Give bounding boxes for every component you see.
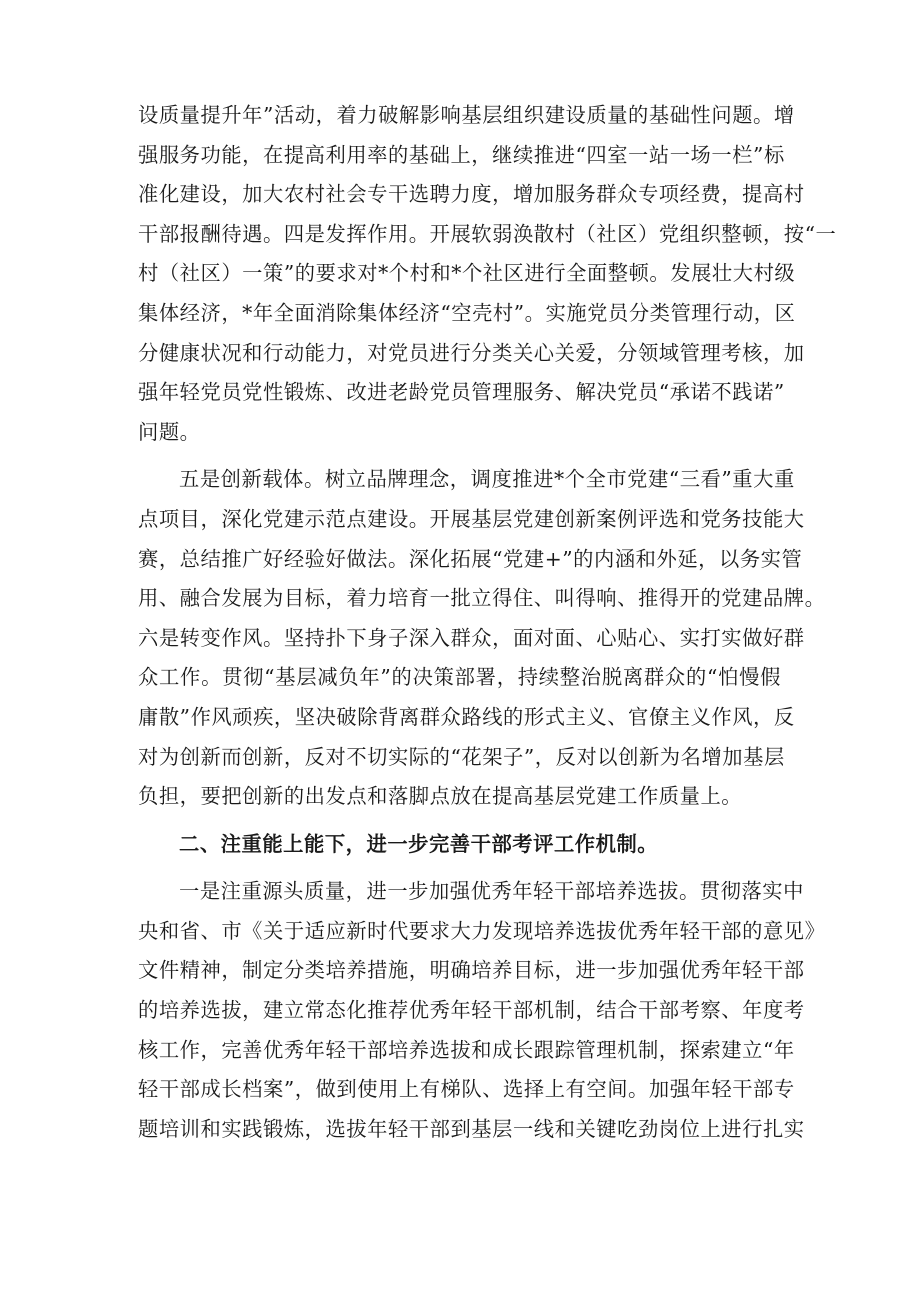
- paragraph-innovation: [138, 460, 826, 816]
- text-line: 村（社区）一策”的要求对*个村和*个社区进行全面整顿。发展壮大村级: [138, 261, 796, 286]
- text-line: 文件精神，制定分类培养措施，明确培养目标，进一步加强优秀年轻干部: [138, 958, 805, 983]
- text-line: 设质量提升年”活动，着力破解影响基层组织建设质量的基础性问题。增: [138, 103, 795, 127]
- text-line: 干部报酬待遇。四是发挥作用。开展软弱涣散村（社区）党组织整顿，按“一: [138, 221, 837, 246]
- text-line: 用、融合发展为目标，着力培育一批立得住、叫得响、推得开的党建品牌。: [138, 586, 826, 611]
- paragraph-continued: [138, 96, 837, 452]
- text-line: 强服务功能，在提高利用率的基础上，继续推进“四室一站一场一栏”标: [138, 142, 785, 167]
- text-line: 的培养选拔，建立常态化推荐优秀年轻干部机制，结合干部考察、年度考: [138, 998, 805, 1023]
- text-line: 一是注重源头质量，进一步加强优秀年轻干部培养选拔。贯彻落实中: [179, 879, 804, 904]
- text-line: 对为创新而创新，反对不切实际的“花架子”，反对以创新为名增加基层: [138, 744, 785, 769]
- section-heading: 二、注重能上能下，进一步完善干部考评工作机制。: [179, 831, 659, 856]
- text-line: 准化建设，加大农村社会专干选聘力度，增加服务群众专项经费，提高村: [138, 182, 805, 207]
- text-line: 集体经济，*年全面消除集体经济“空壳村”。实施党员分类管理行动，区: [138, 300, 796, 325]
- text-line: 央和省、市《关于适应新时代要求大力发现培养选拔优秀年轻干部的意见》: [138, 918, 826, 943]
- text-line: 轻干部成长档案”，做到使用上有梯队、选择上有空间。加强年轻干部专: [138, 1077, 795, 1102]
- text-line: 问题。: [138, 419, 201, 444]
- text-line: 六是转变作风。坚持扑下身子深入群众，面对面、心贴心、实打实做好群: [138, 625, 805, 650]
- text-line: 五是创新载体。树立品牌理念，调度推进*个全市党建“三看”重大重: [179, 467, 795, 492]
- text-line: 庸散”作风顽疾，坚决破除背离群众路线的形式主义、官僚主义作风，反: [138, 704, 795, 729]
- text-line: 赛，总结推广好经验好做法。深化拓展“党建+”的内涵和外延，以务实管: [138, 546, 803, 571]
- text-line: 点项目，深化党建示范点建设。开展基层党建创新案例评选和党务技能大: [138, 506, 805, 531]
- text-line: 强年轻党员党性锻炼、改进老龄党员管理服务、解决党员“承诺不践诺”: [138, 380, 785, 405]
- text-line: 题培训和实践锻炼，选拔年轻干部到基层一线和关键吃劲岗位上进行扎实: [138, 1116, 805, 1141]
- document-body: [138, 96, 837, 1149]
- text-line: 核工作，完善优秀年轻干部培养选拔和成长跟踪管理机制，探索建立“年: [138, 1037, 795, 1062]
- text-line: 分健康状况和行动能力，对党员进行分类关心关爱，分领域管理考核，加: [138, 340, 805, 365]
- paragraph-youth-cadres: [138, 872, 826, 1149]
- text-line: 众工作。贯彻“基层减负年”的决策部署，持续整治脱离群众的“怕慢假: [138, 665, 781, 690]
- text-line: 负担，要把创新的出发点和落脚点放在提高基层党建工作质量上。: [138, 784, 743, 809]
